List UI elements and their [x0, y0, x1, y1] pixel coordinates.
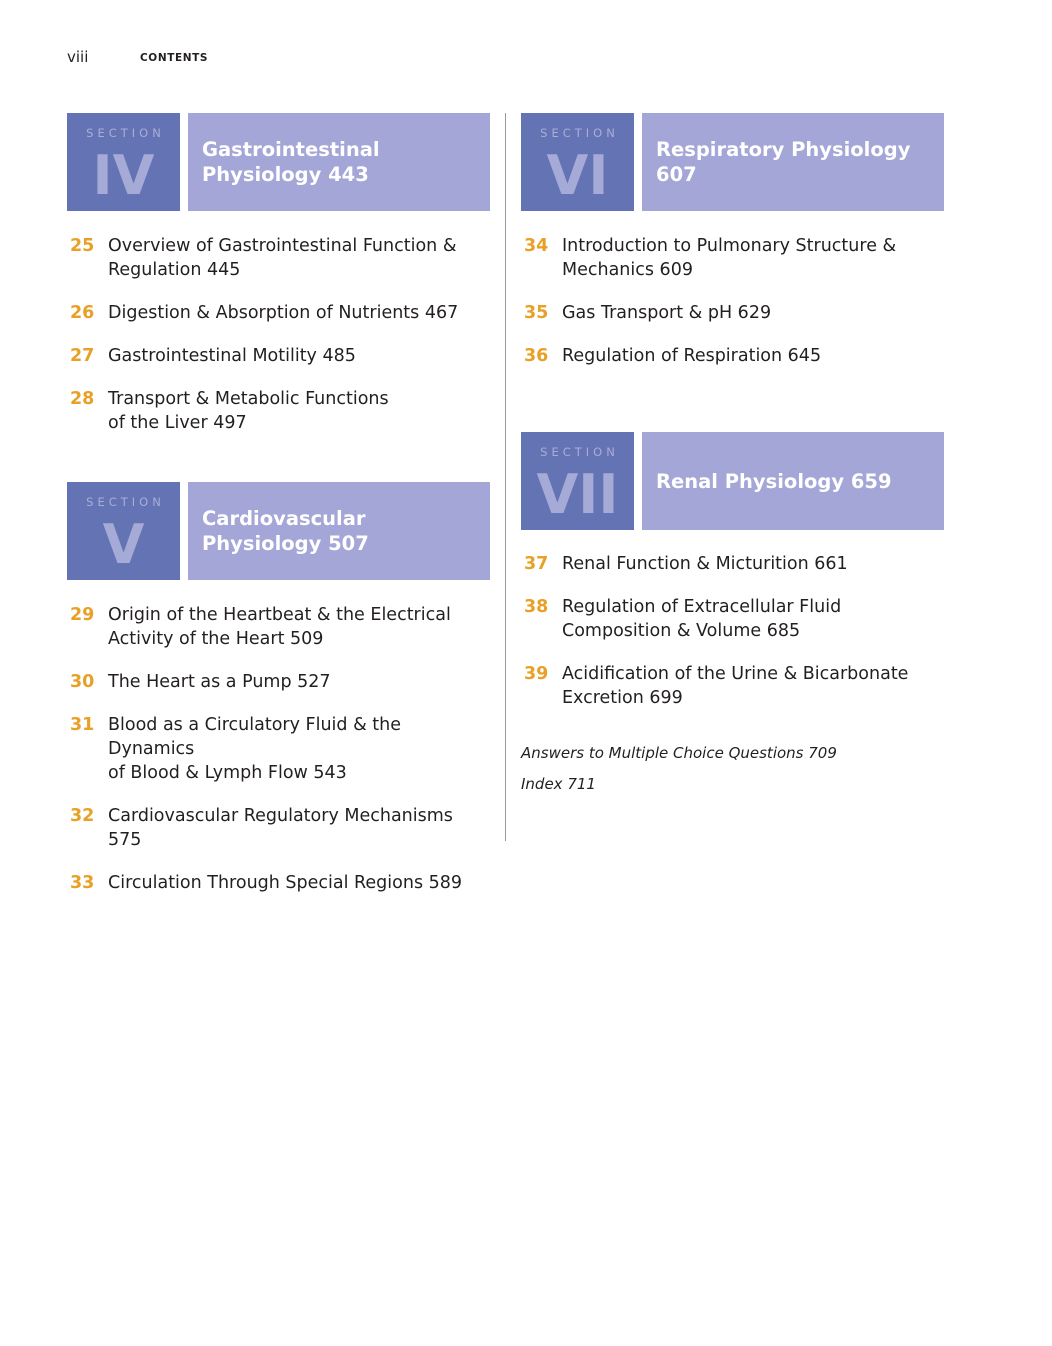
chapter-title: The Heart as a Pump 527 — [108, 672, 331, 692]
chapter-entry-26[interactable] — [67, 301, 490, 325]
index-entry[interactable]: Index 711 — [521, 775, 596, 793]
page-header — [67, 48, 467, 70]
section-label: SECTION — [86, 126, 165, 140]
chapter-title: Gas Transport & pH 629 — [562, 303, 772, 323]
chapter-title: Regulation of Extracellular Fluid Composition & Volume 685 — [562, 597, 842, 641]
section-badge — [67, 113, 180, 211]
chapter-title: Gastrointestinal Motility 485 — [108, 346, 356, 366]
section-title: Renal Physiology 659 — [656, 469, 892, 493]
section-header-vii[interactable] — [521, 432, 944, 530]
section-title-bar — [188, 113, 490, 211]
section-title: Respiratory Physiology 607 — [656, 138, 911, 186]
chapter-number: 38 — [524, 597, 549, 617]
chapter-entry-39[interactable] — [521, 662, 944, 710]
chapter-title: Transport & Metabolic Functions of the Liver 497 — [108, 389, 389, 433]
chapter-title: Blood as a Circulatory Fluid & the Dynamics of Blood & Lymph Flow 543 — [108, 715, 401, 783]
chapter-number: 25 — [70, 236, 95, 256]
chapter-entry-32[interactable] — [67, 804, 490, 852]
section-numeral: IV — [92, 144, 155, 207]
chapter-entry-30[interactable] — [67, 670, 490, 694]
chapter-list — [67, 603, 490, 895]
chapter-title: Regulation of Respiration 645 — [562, 346, 822, 366]
section-title: Cardiovascular Physiology 507 — [202, 507, 369, 555]
section-badge — [521, 432, 634, 530]
chapter-list — [67, 234, 490, 435]
chapter-entry-33[interactable] — [67, 871, 490, 895]
page-number: viii — [67, 48, 89, 66]
chapter-number: 37 — [524, 554, 549, 574]
chapter-number: 30 — [70, 672, 95, 692]
section-title-bar — [188, 482, 490, 580]
column-divider — [505, 113, 506, 841]
section-title-bar — [642, 432, 944, 530]
chapter-entry-31[interactable] — [67, 713, 490, 785]
chapter-entry-27[interactable] — [67, 344, 490, 368]
chapter-number: 31 — [70, 715, 95, 735]
chapter-entry-25[interactable] — [67, 234, 490, 282]
section-numeral: VII — [536, 463, 619, 526]
left-column — [67, 113, 490, 895]
section-label: SECTION — [540, 126, 619, 140]
section-badge — [521, 113, 634, 211]
section-title-bar — [642, 113, 944, 211]
chapter-number: 35 — [524, 303, 549, 323]
chapter-entry-37[interactable] — [521, 552, 944, 576]
section-title: Gastrointestinal Physiology 443 — [202, 138, 380, 186]
chapter-number: 36 — [524, 346, 549, 366]
chapter-title: Acidification of the Urine & Bicarbonate Excretion 699 — [562, 664, 909, 708]
chapter-number: 39 — [524, 664, 549, 684]
right-column — [521, 113, 944, 794]
section-numeral: VI — [546, 144, 609, 207]
section-header-iv[interactable] — [67, 113, 490, 211]
chapter-number: 27 — [70, 346, 95, 366]
chapter-title: Origin of the Heartbeat & the Electrical Activity of the Heart 509 — [108, 605, 451, 649]
chapter-list — [521, 234, 944, 368]
chapter-number: 34 — [524, 236, 549, 256]
chapter-number: 32 — [70, 806, 95, 826]
answers-entry[interactable]: Answers to Multiple Choice Questions 709 — [521, 744, 837, 762]
section-numeral: V — [102, 513, 145, 576]
chapter-title: Overview of Gastrointestinal Function & Regulation 445 — [108, 236, 457, 280]
chapter-title: Renal Function & Micturition 661 — [562, 554, 848, 574]
chapter-number: 28 — [70, 389, 95, 409]
chapter-title: Circulation Through Special Regions 589 — [108, 873, 463, 893]
chapter-number: 29 — [70, 605, 95, 625]
chapter-entry-38[interactable] — [521, 595, 944, 643]
chapter-entry-36[interactable] — [521, 344, 944, 368]
chapter-title: Digestion & Absorption of Nutrients 467 — [108, 303, 459, 323]
chapter-title: Cardiovascular Regulatory Mechanisms 575 — [108, 806, 453, 850]
chapter-entry-28[interactable] — [67, 387, 490, 435]
running-head: CONTENTS — [140, 52, 209, 64]
section-header-v[interactable] — [67, 482, 490, 580]
chapter-title: Introduction to Pulmonary Structure & Mechanics 609 — [562, 236, 897, 280]
chapter-list — [521, 552, 944, 710]
chapter-number: 33 — [70, 873, 95, 893]
backmatter-list — [521, 743, 944, 794]
section-header-vi[interactable] — [521, 113, 944, 211]
chapter-number: 26 — [70, 303, 95, 323]
section-badge — [67, 482, 180, 580]
section-label: SECTION — [540, 445, 619, 459]
chapter-entry-29[interactable] — [67, 603, 490, 651]
section-label: SECTION — [86, 495, 165, 509]
chapter-entry-35[interactable] — [521, 301, 944, 325]
chapter-entry-34[interactable] — [521, 234, 944, 282]
